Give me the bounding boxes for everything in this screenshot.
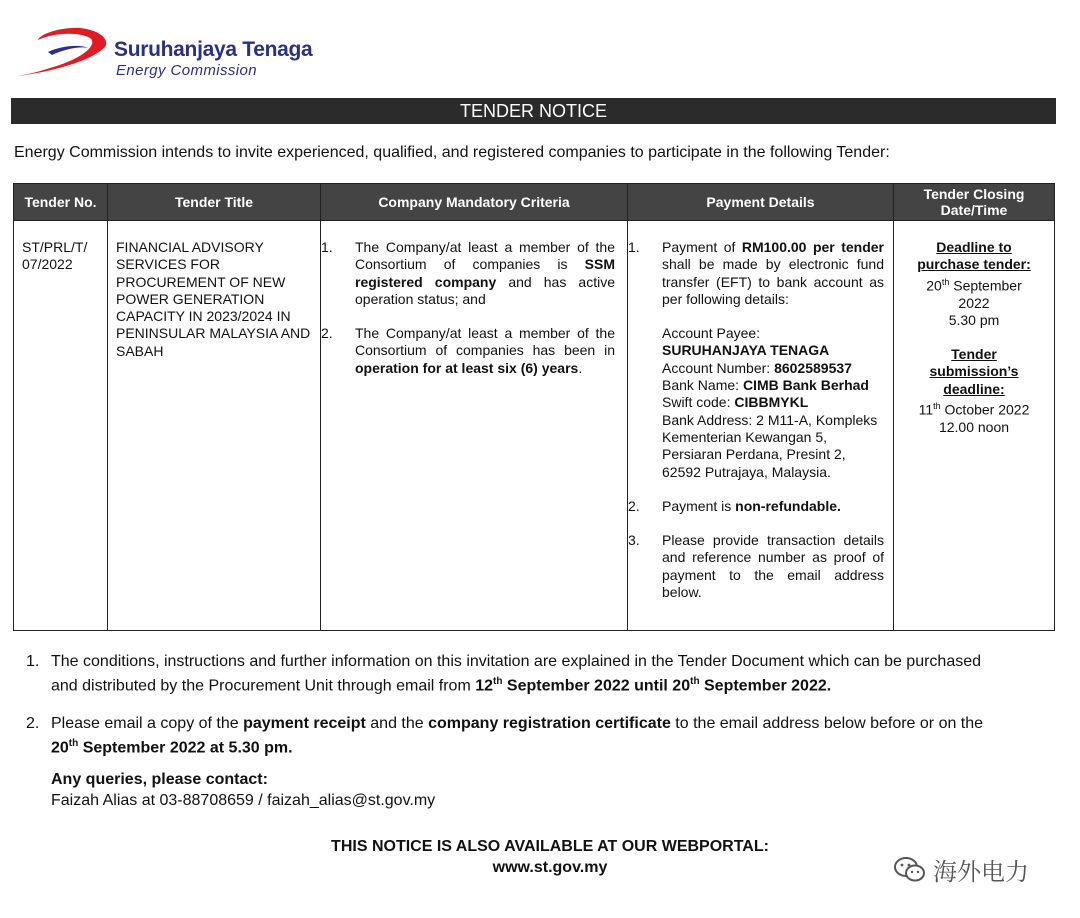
header-closing: Tender Closing Date/Time (894, 184, 1055, 221)
contact-line: Faizah Alias at 03-88708659 / faizah_alias@st.gov.my (51, 791, 436, 809)
payment-item-1: 1. Payment of RM100.00 per tender shall be made by electronic fund transfer (EFT) to bank account as per following details: Account Payee: SURUHANJAYA TENAGA Account Number: 8602589537 Bank Name: CIMB Bank Berhad Swift code: CIBBMYKL Bank Address: 2 M11-A, Kompleks Kementerian Kewangan 5, Persiaran Perdana, Presint 2, 62592 Putrajaya, Malaysia. (628, 239, 884, 480)
header-payment: Payment Details (628, 184, 894, 221)
submission-deadline-date: 11th October 2022 (918, 401, 1030, 418)
wechat-icon (893, 856, 927, 884)
watermark-text: 海外电力 (933, 859, 1029, 886)
payment-item-3: 3. Please provide transaction details and reference number as proof of payment to the email address below. (628, 532, 884, 601)
contact-heading: Any queries, please contact: (51, 771, 268, 788)
submission-deadline-time: 12.00 noon (938, 418, 1010, 435)
purchase-deadline-label: Deadline to purchase tender: (917, 239, 1031, 273)
payee-name: SURUHANJAYA TENAGA (662, 342, 830, 359)
table-row (14, 221, 1055, 631)
cell-payment (628, 221, 894, 631)
header-criteria: Company Mandatory Criteria (321, 184, 628, 221)
note-item-1: 1. The conditions, instructions and further information on this invitation are explained in the Tender Document which can be purchased and distributed by the Procurement Unit through email from 12th September 2022 until 20th September 2022. (26, 653, 982, 695)
note-item-2: 2. Please email a copy of the payment receipt and the company registration certificate to the email address below before or on the 20th September 2022 at 5.30 pm. (26, 715, 984, 757)
account-number: 8602589537 (774, 359, 852, 376)
purchase-deadline-date: 20th September (926, 276, 1022, 294)
bank-name: CIMB Bank Berhad (742, 377, 869, 394)
cell-tender-no (14, 221, 108, 631)
criteria-item-1: 1. The Company/at least a member of the Consortium of companies is SSM registered company and has active operation status; and (321, 239, 615, 307)
notes-list (26, 652, 986, 777)
watermark (893, 852, 1029, 887)
payment-list (628, 239, 884, 601)
criteria-list (321, 239, 615, 377)
org-name-malay: Suruhanjaya Tenaga (114, 38, 313, 61)
swift-code: CIBBMYKL (734, 394, 809, 411)
criteria-item-2: 2. The Company/at least a member of the Consortium of companies has been in operation for at least six (6) years. (321, 325, 615, 376)
tender-no-value: ST/PRL/T/07/2022 (22, 239, 88, 273)
header-tender-no: Tender No. (14, 184, 108, 221)
cell-criteria (321, 221, 628, 631)
org-name-english: Energy Commission (116, 62, 258, 79)
payment-item-2: 2. Payment is non-refundable. (628, 497, 841, 514)
bank-details: Account Payee: SURUHANJAYA TENAGA Account Number: 8602589537 Bank Name: CIMB Bank Berhad Swift code: CIBBMYKL Bank Address: 2 M11-A, Kompleks Kementerian Kewangan 5, Persiaran Perdana, Presint 2, 62592 Putrajaya, Malaysia. (662, 325, 884, 481)
bank-address: Bank Address: 2 M11-A, Kompleks Kementerian Kewangan 5, Persiaran Perdana, Presint 2, 62592 Putrajaya, Malaysia. (662, 411, 878, 480)
purchase-deadline-time: 5.30 pm (948, 311, 1000, 328)
submission-deadline-label: Tender submission’s deadline: (929, 346, 1019, 397)
tender-title-value: FINANCIAL ADVISORY SERVICES FOR PROCUREMENT OF NEW POWER GENERATION CAPACITY IN 2023/2024 IN PENINSULAR MALAYSIA AND SABAH (116, 239, 311, 359)
footer-url: www.st.gov.my (492, 859, 608, 876)
tender-table (13, 183, 1055, 631)
notice-banner: TENDER NOTICE (11, 98, 1056, 124)
cell-tender-title (108, 221, 321, 631)
table-header-row (14, 184, 1055, 221)
header-tender-title: Tender Title (108, 184, 321, 221)
footer-line1: THIS NOTICE IS ALSO AVAILABLE AT OUR WEBPORTAL: (331, 838, 769, 855)
cell-closing: Deadline to purchase tender: 20th September 2022 5.30 pm Tender submission’s deadline: 11th October 2022 12.00 noon (894, 221, 1055, 631)
intro-text: Energy Commission intends to invite experienced, qualified, and registered companies to participate in the following Tender: (14, 144, 890, 161)
contact-block (51, 770, 435, 811)
